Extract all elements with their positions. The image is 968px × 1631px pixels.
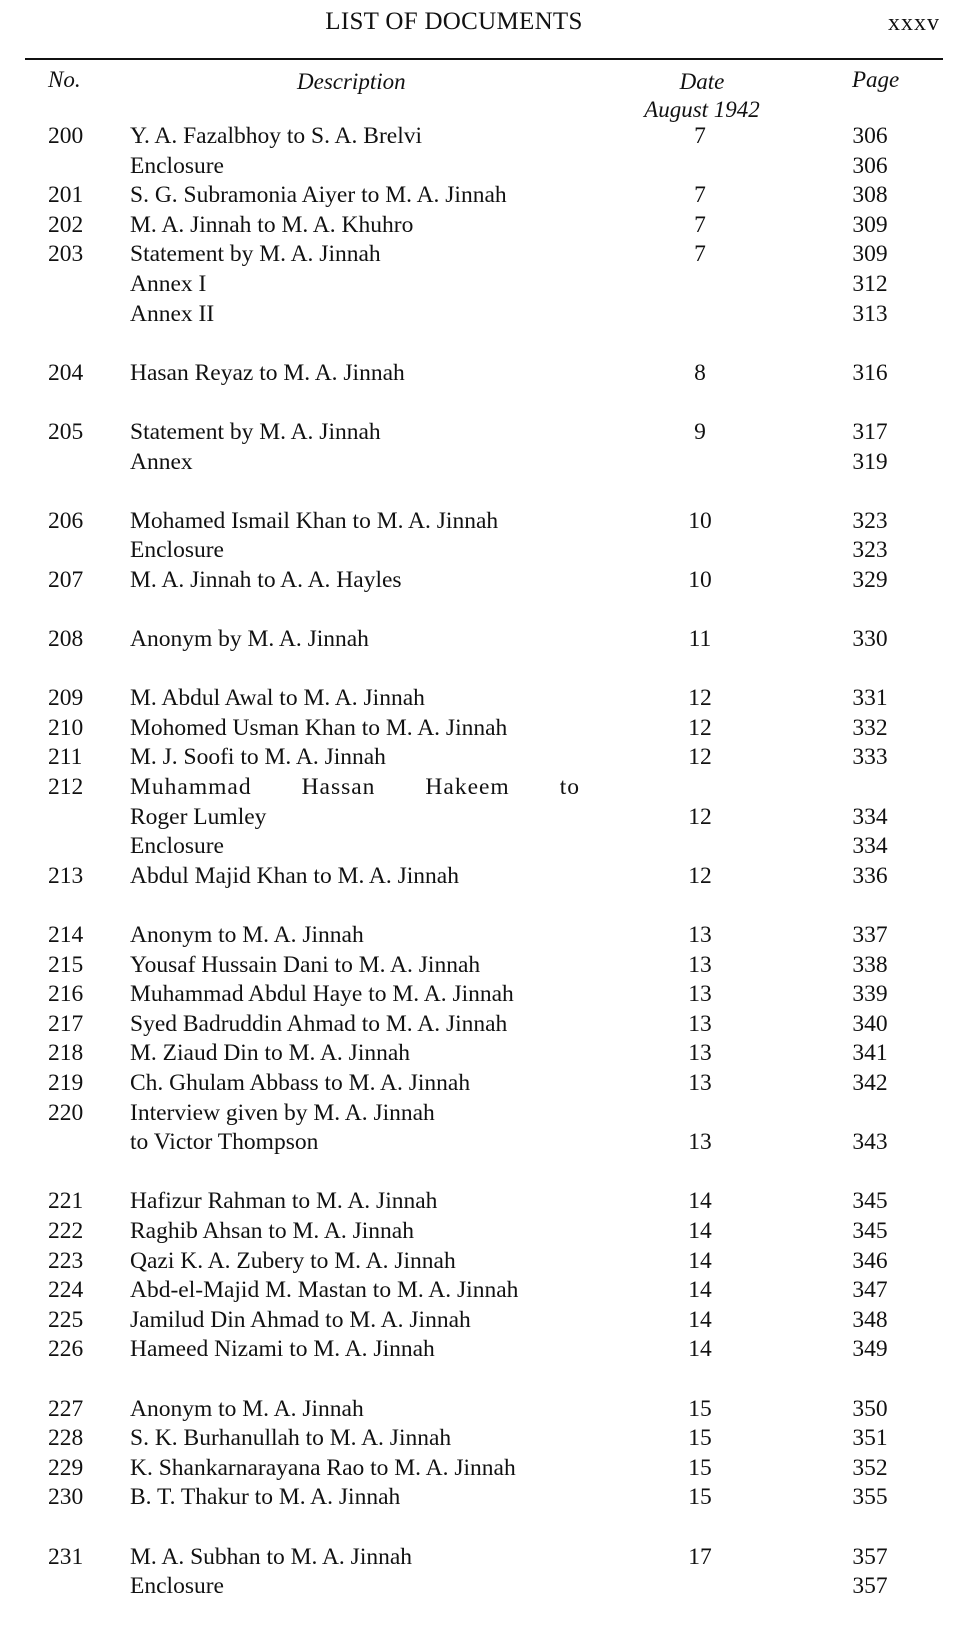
list-item [0,448,968,478]
document-description: Mohomed Usman Khan to M. A. Jinnah [130,714,508,741]
document-date: 10 [688,507,712,534]
document-number: 212 [48,774,84,801]
document-list [0,122,968,1602]
document-description: Enclosure [130,537,224,564]
list-item [0,359,968,389]
document-number: 206 [48,507,84,534]
document-page: 317 [852,418,888,445]
document-date: 15 [688,1425,712,1452]
document-page: 349 [852,1336,888,1363]
document-number: 204 [48,359,84,386]
running-title: LIST OF DOCUMENTS [325,8,583,35]
document-description: Abdul Majid Khan to M. A. Jinnah [130,862,459,889]
document-page: 345 [852,1188,888,1215]
list-item [0,240,968,270]
list-item [0,773,968,803]
document-description: Syed Badruddin Ahmad to M. A. Jinnah [130,1010,508,1037]
list-item [0,743,968,773]
document-description: to Victor Thompson [130,1129,319,1156]
document-page: 346 [852,1247,888,1274]
list-item [0,921,968,951]
document-page: 306 [852,152,888,179]
list-item [0,1306,968,1336]
document-description: M. A. Subhan to M. A. Jinnah [130,1543,413,1570]
document-page: 355 [852,1484,888,1511]
document-description: Hafizur Rahman to M. A. Jinnah [130,1188,438,1215]
document-number: 225 [48,1306,84,1333]
document-description: M. A. Jinnah to M. A. Khuhro [130,211,414,238]
document-date: 13 [688,1129,712,1156]
list-item [0,1483,968,1513]
document-page: 348 [852,1306,888,1333]
document-number: 217 [48,1010,84,1037]
document-description: Roger Lumley [130,803,267,830]
column-header-date-label: Date [679,69,725,94]
document-date: 10 [688,566,712,593]
document-date: 17 [688,1543,712,1570]
list-item [0,1128,968,1158]
list-item [0,270,968,300]
document-date: 13 [688,951,712,978]
list-item [0,1039,968,1069]
document-page: 347 [852,1277,888,1304]
document-page: 306 [852,123,888,149]
list-item [0,1454,968,1484]
document-number: 228 [48,1425,84,1452]
document-date: 12 [688,803,712,830]
document-description: S. G. Subramonia Aiyer to M. A. Jinnah [130,182,507,209]
document-date: 7 [694,211,706,238]
list-item [0,980,968,1010]
document-number: 230 [48,1484,84,1511]
document-date: 7 [694,182,706,209]
document-page: 334 [852,803,888,830]
document-date: 14 [688,1306,712,1333]
document-date: 14 [688,1217,712,1244]
document-date: 12 [688,744,712,771]
document-number: 222 [48,1217,84,1244]
document-number: 205 [48,418,84,445]
document-number: 220 [48,1099,84,1126]
list-item [0,211,968,241]
document-date: 15 [688,1454,712,1481]
document-page: 350 [852,1395,888,1422]
document-number: 229 [48,1454,84,1481]
document-date: 7 [694,241,706,268]
document-date: 12 [688,714,712,741]
document-description: Hasan Reyaz to M. A. Jinnah [130,359,405,386]
list-item [0,507,968,537]
document-page: 329 [852,566,888,593]
list-item [0,714,968,744]
list-item [0,1069,968,1099]
page-number: xxxv [888,10,940,36]
document-page: 308 [852,182,888,209]
list-item [0,1572,968,1602]
document-description: Anonym by M. A. Jinnah [130,626,369,653]
list-item [0,1335,968,1365]
document-page: 341 [852,1040,888,1067]
document-date: 14 [688,1336,712,1363]
document-description: B. T. Thakur to M. A. Jinnah [130,1484,401,1511]
document-page: 313 [852,300,888,327]
document-number: 201 [48,182,84,209]
document-description: Raghib Ahsan to M. A. Jinnah [130,1217,414,1244]
document-number: 208 [48,626,84,653]
document-description: Anonym to M. A. Jinnah [130,922,364,949]
document-description: S. K. Burhanullah to M. A. Jinnah [130,1425,452,1452]
document-date: 14 [688,1277,712,1304]
document-page: 342 [852,1070,888,1096]
document-description: Ch. Ghulam Abbass to M. A. Jinnah [130,1070,471,1096]
list-item [0,122,968,152]
document-description: Hameed Nizami to M. A. Jinnah [130,1336,435,1363]
list-item [0,536,968,566]
document-description: M. Ziaud Din to M. A. Jinnah [130,1040,411,1067]
list-item [0,152,968,182]
list-item [0,1099,968,1129]
document-page: 336 [852,862,888,889]
document-number: 213 [48,862,84,889]
document-description: M. J. Soofi to M. A. Jinnah [130,744,386,771]
list-item [0,1010,968,1040]
list-item [0,832,968,862]
column-header-date-sub: August 1942 [644,97,760,122]
list-item [0,418,968,448]
document-page: 319 [852,448,888,475]
column-header-date [632,68,772,124]
document-description: Muhammad Abdul Haye to M. A. Jinnah [130,981,514,1008]
list-item [0,625,968,655]
document-number: 215 [48,951,84,978]
document-date: 15 [688,1395,712,1422]
document-description: Annex II [130,300,215,327]
list-item [0,1543,968,1573]
document-date: 12 [688,685,712,712]
document-description: Enclosure [130,1573,224,1600]
document-page: 323 [852,537,888,564]
document-page: 345 [852,1217,888,1244]
list-item [0,1424,968,1454]
document-number: 224 [48,1277,84,1304]
document-date: 9 [694,418,706,445]
list-item [0,951,968,981]
document-page: 337 [852,922,888,949]
document-page: 312 [852,270,888,297]
column-header-page: Page [852,67,900,92]
document-description: Qazi K. A. Zubery to M. A. Jinnah [130,1247,456,1274]
list-item [0,862,968,892]
document-page: 316 [852,359,888,386]
document-description: Annex [130,448,193,475]
header-rule [25,58,943,60]
document-page: 334 [852,833,888,860]
document-date: 8 [694,359,706,386]
document-page: 309 [852,211,888,238]
document-description: Statement by M. A. Jinnah [130,418,381,445]
document-number: 210 [48,714,84,741]
list-item [0,300,968,330]
document-page: 357 [852,1543,888,1570]
column-header-description: Description [297,69,406,94]
document-page: 333 [852,744,888,771]
list-item [0,684,968,714]
document-description: M. Abdul Awal to M. A. Jinnah [130,685,425,712]
document-number: 216 [48,981,84,1008]
list-item [0,566,968,596]
document-number: 227 [48,1395,84,1422]
document-number: 226 [48,1336,84,1363]
list-item [0,1187,968,1217]
document-date: 13 [688,1040,712,1067]
list-item [0,1217,968,1247]
list-item [0,1276,968,1306]
document-description: Abd-el-Majid M. Mastan to M. A. Jinnah [130,1277,519,1304]
document-description: Enclosure [130,833,224,860]
document-description: Statement by M. A. Jinnah [130,241,381,268]
document-number: 209 [48,685,84,712]
document-description: Mohamed Ismail Khan to M. A. Jinnah [130,507,499,534]
document-number: 223 [48,1247,84,1274]
document-description: Jamilud Din Ahmad to M. A. Jinnah [130,1306,471,1333]
list-item [0,803,968,833]
document-number: 214 [48,922,84,949]
document-description: Y. A. Fazalbhoy to S. A. Brelvi [130,123,423,149]
document-page: 343 [852,1129,888,1156]
document-page: 323 [852,507,888,534]
list-item [0,181,968,211]
document-page: 352 [852,1454,888,1481]
column-header-no: No. [48,67,81,92]
document-date: 12 [688,862,712,889]
document-number: 202 [48,211,84,238]
document-date: 11 [688,626,712,653]
document-number: 231 [48,1543,84,1570]
document-page: 351 [852,1425,888,1452]
document-date: 13 [688,981,712,1008]
document-description: Enclosure [130,152,224,179]
document-description: M. A. Jinnah to A. A. Hayles [130,566,402,593]
list-item [0,1247,968,1277]
document-date: 14 [688,1188,712,1215]
document-description: Yousaf Hussain Dani to M. A. Jinnah [130,951,481,978]
document-date: 15 [688,1484,712,1511]
document-description: K. Shankarnarayana Rao to M. A. Jinnah [130,1454,516,1481]
document-page: 340 [852,1010,888,1037]
document-number: 221 [48,1188,84,1215]
document-description: Interview given by M. A. Jinnah [130,1099,435,1126]
document-number: 218 [48,1040,84,1067]
document-page: 330 [852,626,888,653]
document-page: 338 [852,951,888,978]
document-date: 13 [688,1070,712,1096]
document-page: 309 [852,241,888,268]
list-item [0,1395,968,1425]
document-number: 200 [48,123,84,149]
document-number: 219 [48,1070,84,1096]
document-description: Annex I [130,270,207,297]
document-page: 339 [852,981,888,1008]
document-number: 211 [48,744,83,771]
document-page: 357 [852,1573,888,1600]
document-number: 203 [48,241,84,268]
document-description: Anonym to M. A. Jinnah [130,1395,364,1422]
document-number: 207 [48,566,84,593]
document-date: 14 [688,1247,712,1274]
document-description: Muhammad Hassan Hakeem to [130,774,580,801]
document-date: 13 [688,922,712,949]
document-page: 332 [852,714,888,741]
document-date: 7 [694,123,706,149]
document-date: 13 [688,1010,712,1037]
document-page: 331 [852,685,888,712]
